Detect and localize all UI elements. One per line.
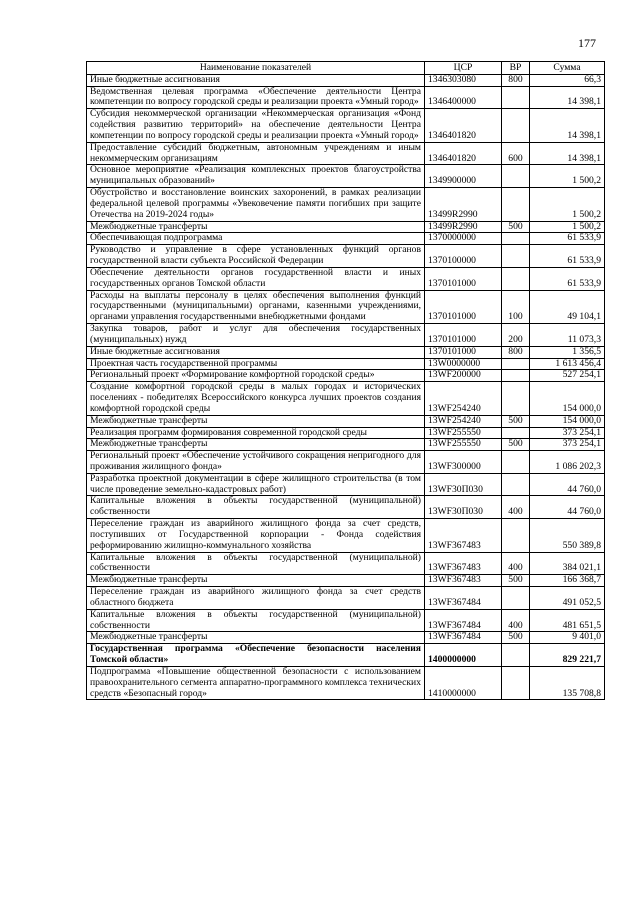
row-sum-cell: 1 500,2 bbox=[530, 221, 605, 233]
row-name-cell: Капитальные вложения в объекты государственной (муниципальной) собственности bbox=[87, 496, 425, 519]
row-sum-cell: 14 398,1 bbox=[530, 86, 605, 109]
row-sum-cell: 61 533,9 bbox=[530, 233, 605, 245]
table-row bbox=[87, 290, 605, 323]
row-sum-cell: 44 760,0 bbox=[530, 496, 605, 519]
table-row bbox=[87, 609, 605, 632]
row-name-cell: Иные бюджетные ассигнования bbox=[87, 346, 425, 358]
row-code-cell: 13WF367483 bbox=[425, 552, 502, 575]
page-number: 177 bbox=[578, 36, 596, 50]
row-name-cell: Межбюджетные трансферты bbox=[87, 415, 425, 427]
table-row bbox=[87, 165, 605, 188]
row-code-cell: 1370100000 bbox=[425, 245, 502, 268]
row-sum-cell: 166 368,7 bbox=[530, 575, 605, 587]
table-row bbox=[87, 439, 605, 451]
row-vr-cell: 800 bbox=[502, 346, 530, 358]
row-vr-cell bbox=[502, 188, 530, 221]
row-vr-cell bbox=[502, 644, 530, 667]
row-name-cell: Реализация программ формирования современной городской среды bbox=[87, 427, 425, 439]
table-body bbox=[87, 74, 605, 700]
row-vr-cell bbox=[502, 382, 530, 415]
row-code-cell: 13WF367483 bbox=[425, 519, 502, 552]
row-vr-cell: 400 bbox=[502, 609, 530, 632]
row-code-cell: 13WF367484 bbox=[425, 609, 502, 632]
table-row bbox=[87, 109, 605, 142]
row-sum-cell: 1 086 202,3 bbox=[530, 451, 605, 474]
row-sum-cell: 1 500,2 bbox=[530, 165, 605, 188]
table-row bbox=[87, 233, 605, 245]
row-name-cell: Предоставление субсидий бюджетным, автономным учреждениям и иным некоммерческим организациям bbox=[87, 142, 425, 165]
row-code-cell: 1370000000 bbox=[425, 233, 502, 245]
row-vr-cell bbox=[502, 451, 530, 474]
row-name-cell: Создание комфортной городской среды в малых городах и исторических поселениях - победителях Всероссийского конкурса лучших проектов создания комфортной городской среды bbox=[87, 382, 425, 415]
row-vr-cell: 800 bbox=[502, 74, 530, 86]
row-vr-cell: 500 bbox=[502, 415, 530, 427]
row-sum-cell: 481 651,5 bbox=[530, 609, 605, 632]
row-sum-cell: 373 254,1 bbox=[530, 427, 605, 439]
table-row bbox=[87, 587, 605, 610]
row-sum-cell: 14 398,1 bbox=[530, 142, 605, 165]
row-vr-cell bbox=[502, 370, 530, 382]
row-code-cell: 1370101000 bbox=[425, 267, 502, 290]
row-vr-cell: 200 bbox=[502, 324, 530, 347]
row-vr-cell bbox=[502, 233, 530, 245]
row-code-cell: 1346401820 bbox=[425, 142, 502, 165]
row-name-cell: Обустройство и восстановление воинских захоронений, в рамках реализации федеральной целевой программы «Увековечение памяти погибших при защите Отечества на 2019-2024 годы» bbox=[87, 188, 425, 221]
row-code-cell: 13499R2990 bbox=[425, 188, 502, 221]
row-sum-cell: 550 389,8 bbox=[530, 519, 605, 552]
row-vr-cell: 400 bbox=[502, 552, 530, 575]
row-name-cell: Подпрограмма «Повышение общественной безопасности с использованием правоохранительного сегмента аппаратно-программного комплекса технических средств «Безопасный город» bbox=[87, 666, 425, 699]
row-sum-cell: 44 760,0 bbox=[530, 473, 605, 496]
row-sum-cell: 49 104,1 bbox=[530, 290, 605, 323]
row-code-cell: 1370101000 bbox=[425, 290, 502, 323]
row-name-cell: Межбюджетные трансферты bbox=[87, 575, 425, 587]
row-sum-cell: 1 500,2 bbox=[530, 188, 605, 221]
row-name-cell: Субсидия некоммерческой организации «Некоммерческая организация «Фонд содействия развитию территорий» на обеспечение деятельности Центра компетенции по вопросу городской среды и реализации проекта «Умный город» bbox=[87, 109, 425, 142]
row-code-cell: 13WF367484 bbox=[425, 587, 502, 610]
row-sum-cell: 61 533,9 bbox=[530, 267, 605, 290]
row-code-cell: 1370101000 bbox=[425, 324, 502, 347]
table-row bbox=[87, 666, 605, 699]
row-vr-cell: 100 bbox=[502, 290, 530, 323]
table-row bbox=[87, 346, 605, 358]
row-code-cell: 1346401820 bbox=[425, 109, 502, 142]
row-name-cell: Переселение граждан из аварийного жилищного фонда за счет средств, поступивших от Государственной корпорации - Фонда содействия реформированию жилищно-коммунального хозяйства bbox=[87, 519, 425, 552]
table-row bbox=[87, 644, 605, 667]
table-row bbox=[87, 519, 605, 552]
row-code-cell: 13WF30П030 bbox=[425, 496, 502, 519]
table-row bbox=[87, 415, 605, 427]
row-code-cell: 13WF30П030 bbox=[425, 473, 502, 496]
row-code-cell: 1370101000 bbox=[425, 346, 502, 358]
table-row bbox=[87, 324, 605, 347]
row-code-cell: 13499R2990 bbox=[425, 221, 502, 233]
row-name-cell: Межбюджетные трансферты bbox=[87, 221, 425, 233]
row-sum-cell: 11 073,3 bbox=[530, 324, 605, 347]
row-name-cell: Расходы на выплаты персоналу в целях обеспечения выполнения функций государственными (муниципальными) органами, казенными учреждениями, органами управления государственными внебюджетными фондами bbox=[87, 290, 425, 323]
row-sum-cell: 66,3 bbox=[530, 74, 605, 86]
row-vr-cell: 500 bbox=[502, 575, 530, 587]
row-vr-cell bbox=[502, 267, 530, 290]
row-code-cell: 13W0000000 bbox=[425, 358, 502, 370]
table-header-row bbox=[87, 62, 605, 75]
row-name-cell: Закупка товаров, работ и услуг для обеспечения государственных (муниципальных) нужд bbox=[87, 324, 425, 347]
row-sum-cell: 1 613 456,4 bbox=[530, 358, 605, 370]
row-code-cell: 13WF200000 bbox=[425, 370, 502, 382]
row-sum-cell: 135 708,8 bbox=[530, 666, 605, 699]
row-vr-cell bbox=[502, 519, 530, 552]
row-name-cell: Основное мероприятие «Реализация комплексных проектов благоустройства муниципальных образований» bbox=[87, 165, 425, 188]
row-name-cell: Иные бюджетные ассигнования bbox=[87, 74, 425, 86]
row-name-cell: Капитальные вложения в объекты государственной (муниципальной) собственности bbox=[87, 609, 425, 632]
table-row bbox=[87, 552, 605, 575]
row-code-cell: 1346400000 bbox=[425, 86, 502, 109]
row-name-cell: Капитальные вложения в объекты государственной (муниципальной) собственности bbox=[87, 552, 425, 575]
table-row bbox=[87, 451, 605, 474]
budget-table bbox=[86, 61, 605, 700]
table-row bbox=[87, 221, 605, 233]
row-name-cell: Региональный проект «Формирование комфортной городской среды» bbox=[87, 370, 425, 382]
header-code: ЦСР bbox=[425, 62, 502, 75]
row-sum-cell: 527 254,1 bbox=[530, 370, 605, 382]
table-row bbox=[87, 473, 605, 496]
row-vr-cell bbox=[502, 587, 530, 610]
row-sum-cell: 829 221,7 bbox=[530, 644, 605, 667]
row-name-cell: Проектная часть государственной программы bbox=[87, 358, 425, 370]
table-row bbox=[87, 86, 605, 109]
table-row bbox=[87, 632, 605, 644]
row-code-cell: 1349900000 bbox=[425, 165, 502, 188]
row-name-cell: Разработка проектной документации в сфере жилищного строительства (в том числе проведение земельно-кадастровых работ) bbox=[87, 473, 425, 496]
row-name-cell: Обеспечение деятельности органов государственной власти и иных государственных органов Томской области bbox=[87, 267, 425, 290]
row-sum-cell: 9 401,0 bbox=[530, 632, 605, 644]
row-vr-cell bbox=[502, 245, 530, 268]
row-sum-cell: 491 052,5 bbox=[530, 587, 605, 610]
row-vr-cell: 600 bbox=[502, 142, 530, 165]
header-vr: ВР bbox=[502, 62, 530, 75]
row-vr-cell bbox=[502, 358, 530, 370]
row-code-cell: 13WF254240 bbox=[425, 382, 502, 415]
row-vr-cell bbox=[502, 666, 530, 699]
row-code-cell: 13WF300000 bbox=[425, 451, 502, 474]
row-vr-cell bbox=[502, 473, 530, 496]
row-vr-cell bbox=[502, 165, 530, 188]
row-sum-cell: 373 254,1 bbox=[530, 439, 605, 451]
header-sum: Сумма bbox=[530, 62, 605, 75]
row-code-cell: 13WF367484 bbox=[425, 632, 502, 644]
row-vr-cell: 500 bbox=[502, 632, 530, 644]
row-name-cell: Межбюджетные трансферты bbox=[87, 632, 425, 644]
row-vr-cell: 400 bbox=[502, 496, 530, 519]
row-name-cell: Переселение граждан из аварийного жилищного фонда за счет средств областного бюджета bbox=[87, 587, 425, 610]
row-vr-cell bbox=[502, 109, 530, 142]
table-row bbox=[87, 370, 605, 382]
row-name-cell: Ведомственная целевая программа «Обеспечение деятельности Центра компетенции по вопросу городской среды и реализации проекта «Умный город» bbox=[87, 86, 425, 109]
table-row bbox=[87, 358, 605, 370]
header-name: Наименование показателей bbox=[87, 62, 425, 75]
row-code-cell: 13WF255550 bbox=[425, 427, 502, 439]
row-name-cell: Региональный проект «Обеспечение устойчивого сокращения непригодного для проживания жилищного фонда» bbox=[87, 451, 425, 474]
row-sum-cell: 1 356,5 bbox=[530, 346, 605, 358]
row-code-cell: 13WF254240 bbox=[425, 415, 502, 427]
row-sum-cell: 154 000,0 bbox=[530, 415, 605, 427]
row-name-cell: Государственная программа «Обеспечение безопасности населения Томской области» bbox=[87, 644, 425, 667]
row-name-cell: Межбюджетные трансферты bbox=[87, 439, 425, 451]
row-vr-cell bbox=[502, 427, 530, 439]
table-row bbox=[87, 427, 605, 439]
table-row bbox=[87, 188, 605, 221]
row-vr-cell bbox=[502, 86, 530, 109]
row-code-cell: 1400000000 bbox=[425, 644, 502, 667]
row-vr-cell: 500 bbox=[502, 439, 530, 451]
row-name-cell: Руководство и управление в сфере установленных функций органов государственной власти субъекта Российской Федерации bbox=[87, 245, 425, 268]
row-sum-cell: 154 000,0 bbox=[530, 382, 605, 415]
table-row bbox=[87, 575, 605, 587]
table-row bbox=[87, 245, 605, 268]
row-sum-cell: 384 021,1 bbox=[530, 552, 605, 575]
row-code-cell: 13WF367483 bbox=[425, 575, 502, 587]
row-sum-cell: 61 533,9 bbox=[530, 245, 605, 268]
table-row bbox=[87, 142, 605, 165]
table-row bbox=[87, 267, 605, 290]
row-sum-cell: 14 398,1 bbox=[530, 109, 605, 142]
row-name-cell: Обеспечивающая подпрограмма bbox=[87, 233, 425, 245]
row-code-cell: 13WF255550 bbox=[425, 439, 502, 451]
row-vr-cell: 500 bbox=[502, 221, 530, 233]
table-row bbox=[87, 496, 605, 519]
table-row bbox=[87, 382, 605, 415]
row-code-cell: 1346303080 bbox=[425, 74, 502, 86]
table-row bbox=[87, 74, 605, 86]
row-code-cell: 1410000000 bbox=[425, 666, 502, 699]
